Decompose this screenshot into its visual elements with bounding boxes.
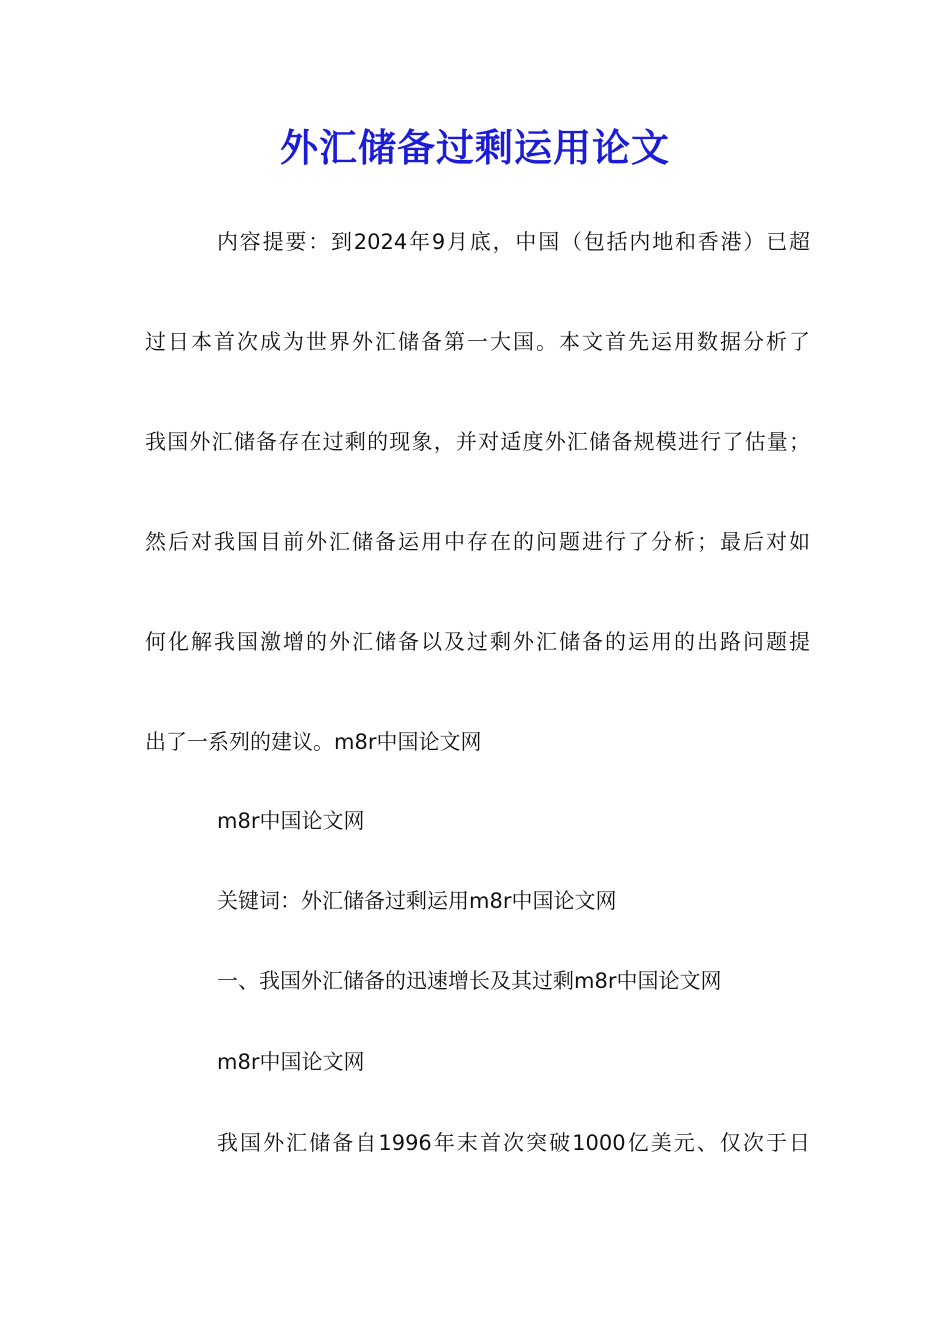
abstract-line-1: 内容提要：到2024年9月底，中国（包括内地和香港）已超 <box>217 230 810 254</box>
abstract-line-5: 何化解我国激增的外汇储备以及过剩外汇储备的运用的出路问题提 <box>145 630 810 654</box>
document-title: 外汇储备过剩运用论文 <box>279 125 670 170</box>
body-paragraph-line-1: 我国外汇储备自1996年末首次突破1000亿美元、仅次于日 <box>217 1131 810 1155</box>
abstract-line-6: 出了一系列的建议。m8r中国论文网 <box>145 730 482 754</box>
abstract-line-3: 我国外汇储备存在过剩的现象，并对适度外汇储备规模进行了估量； <box>145 430 810 454</box>
site-tag-line-2: m8r中国论文网 <box>217 1050 365 1074</box>
abstract-line-2: 过日本首次成为世界外汇储备第一大国。本文首先运用数据分析了 <box>145 330 810 354</box>
section-heading: 一、我国外汇储备的迅速增长及其过剩m8r中国论文网 <box>217 969 722 993</box>
site-tag-line: m8r中国论文网 <box>217 809 365 833</box>
keywords-line: 关键词：外汇储备过剩运用m8r中国论文网 <box>217 889 617 913</box>
abstract-line-4: 然后对我国目前外汇储备运用中存在的问题进行了分析；最后对如 <box>145 530 810 554</box>
